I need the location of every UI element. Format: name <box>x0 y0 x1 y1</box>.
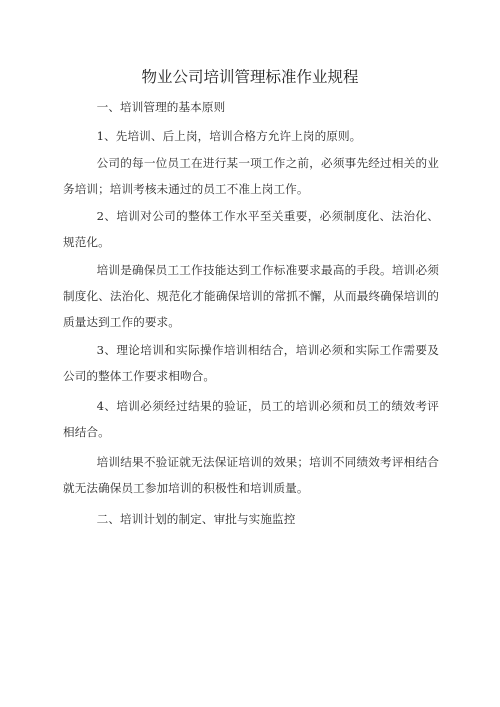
document-title: 物业公司培训管理标准作业规程 <box>141 68 359 86</box>
section-heading-1: 一、培训管理的基本原则 <box>96 100 226 114</box>
principle-1: 1、先培训、后上岗，培训合格方允许上岗的原则。 <box>96 129 362 143</box>
principle-2-detail: 培训是确保员工工作技能达到工作标准要求最高的手段。培训必须制度化、法治化、规范化才能确保培训的常抓不懈，从而最终确保培训的质量达到工作的要求。 <box>63 263 439 329</box>
principle-1-detail: 公司的每一位员工在进行某一项工作之前，必须事先经过相关的业务培训；培训考核未通过的员工不准上岗工作。 <box>63 156 439 196</box>
section-heading-2: 二、培训计划的制定、审批与实施监控 <box>96 512 296 526</box>
principle-4-detail: 培训结果不验证就无法保证培训的效果；培训不同绩效考评相结合就无法确保员工参加培训的积极性和培训质量。 <box>63 455 439 495</box>
principle-3: 3、理论培训和实际操作培训相结合，培训必须和实际工作需要及公司的整体工作要求相吻合。 <box>63 343 439 383</box>
principle-4: 4、培训必须经过结果的验证，员工的培训必须和员工的绩效考评相结合。 <box>63 399 439 439</box>
principle-2: 2、培训对公司的整体工作水平至关重要，必须制度化、法治化、规范化。 <box>63 209 439 249</box>
